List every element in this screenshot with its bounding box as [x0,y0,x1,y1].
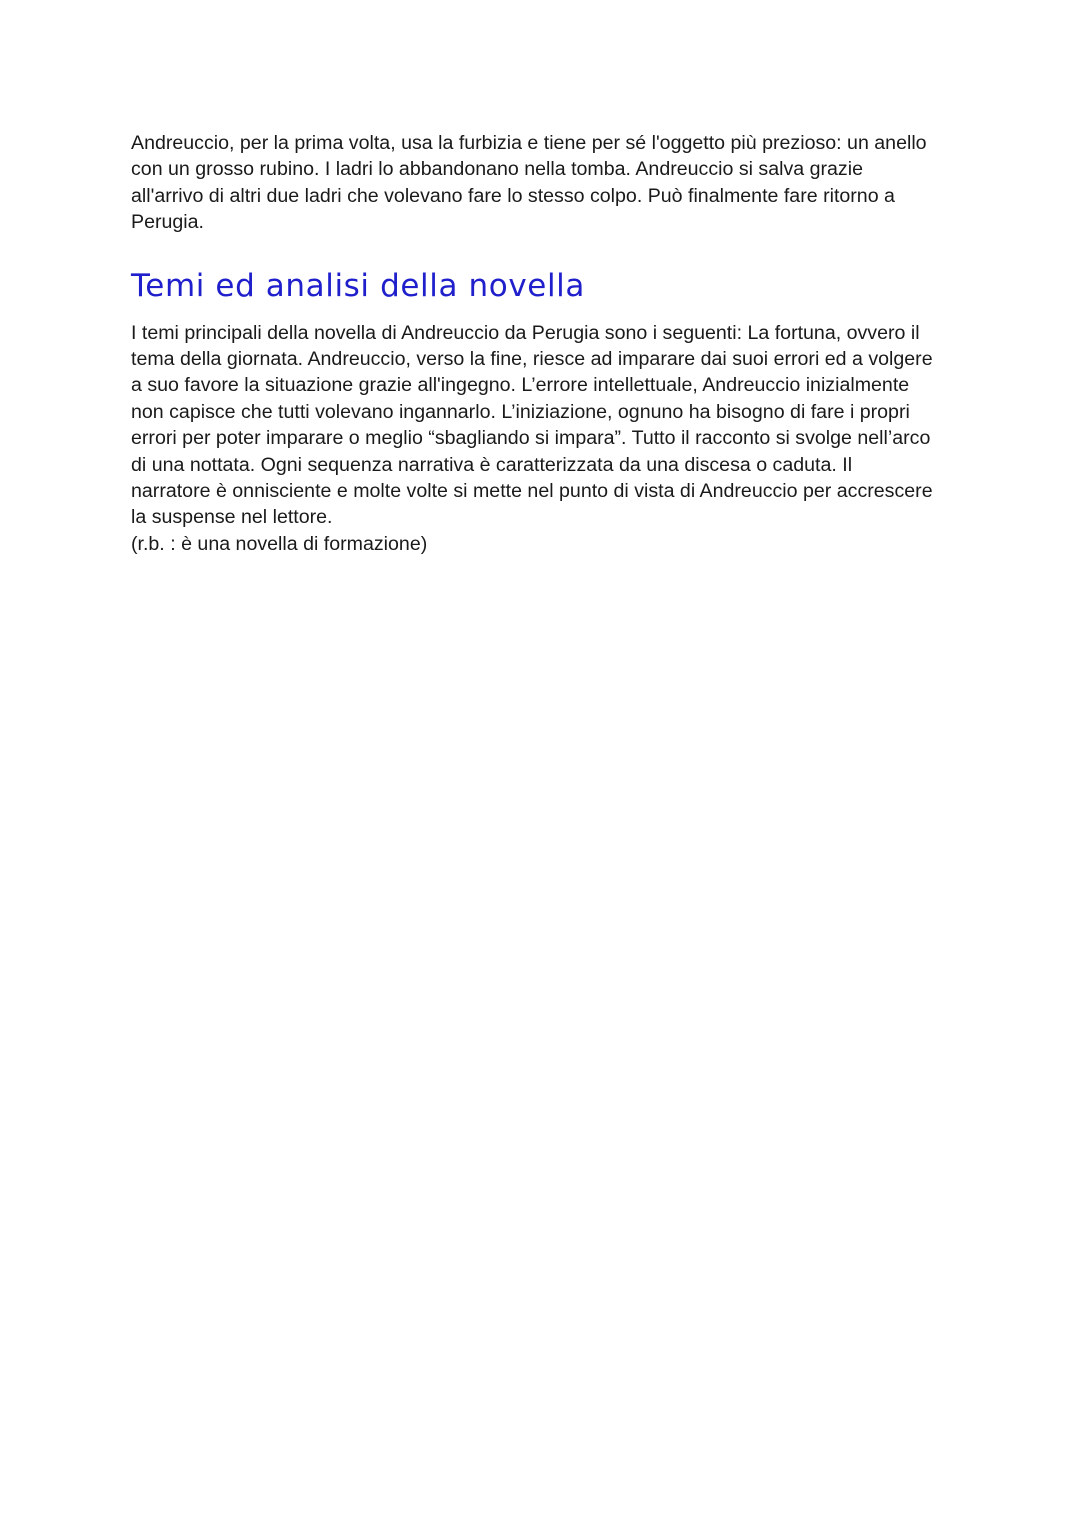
formation-note: (r.b. : è una novella di formazione) [131,532,428,555]
intro-paragraph [131,130,961,236]
intro-line: Andreuccio, per la prima volta, usa la furbizia e tiene per sé l'oggetto più prezioso: un anello [131,132,927,154]
body-line: a suo favore la situazione grazie all'ingegno. L’errore intellettuale, Andreuccio inizialmente [131,374,910,397]
body-line: di una nottata. Ogni sequenza narrativa è caratterizzata da una discesa o caduta. Il [131,453,853,476]
intro-line: all'arrivo di altri due ladri che volevano fare lo stesso colpo. Può finalmente fare ritorno a [131,184,895,207]
body-line: narratore è onnisciente e molte volte si mette nel punto di vista di Andreuccio per accrescere [131,480,933,503]
body-line: tema della giornata. Andreuccio, verso la fine, riesce ad imparare dai suoi errori ed a volgere [131,348,933,371]
document-content [131,130,961,557]
body-paragraph [131,320,961,558]
body-line: errori per poter imparare o meglio “sbagliando si impara”. Tutto il racconto si svolge nell’arco [131,427,931,450]
body-line: non capisce che tutti volevano ingannarlo. L’iniziazione, ognuno ha bisogno di fare i propri [131,400,910,423]
body-line: la suspense nel lettore. [131,506,333,529]
section-heading-wrap [131,266,961,306]
intro-line: con un grosso rubino. I ladri lo abbandonano nella tomba. Andreuccio si salva grazie [131,158,863,181]
section-heading: Temi ed analisi della novella [131,267,585,304]
intro-line: Perugia. [131,211,204,234]
body-line: I temi principali della novella di Andreuccio da Perugia sono i seguenti: La fortuna, ovvero il [131,321,920,344]
